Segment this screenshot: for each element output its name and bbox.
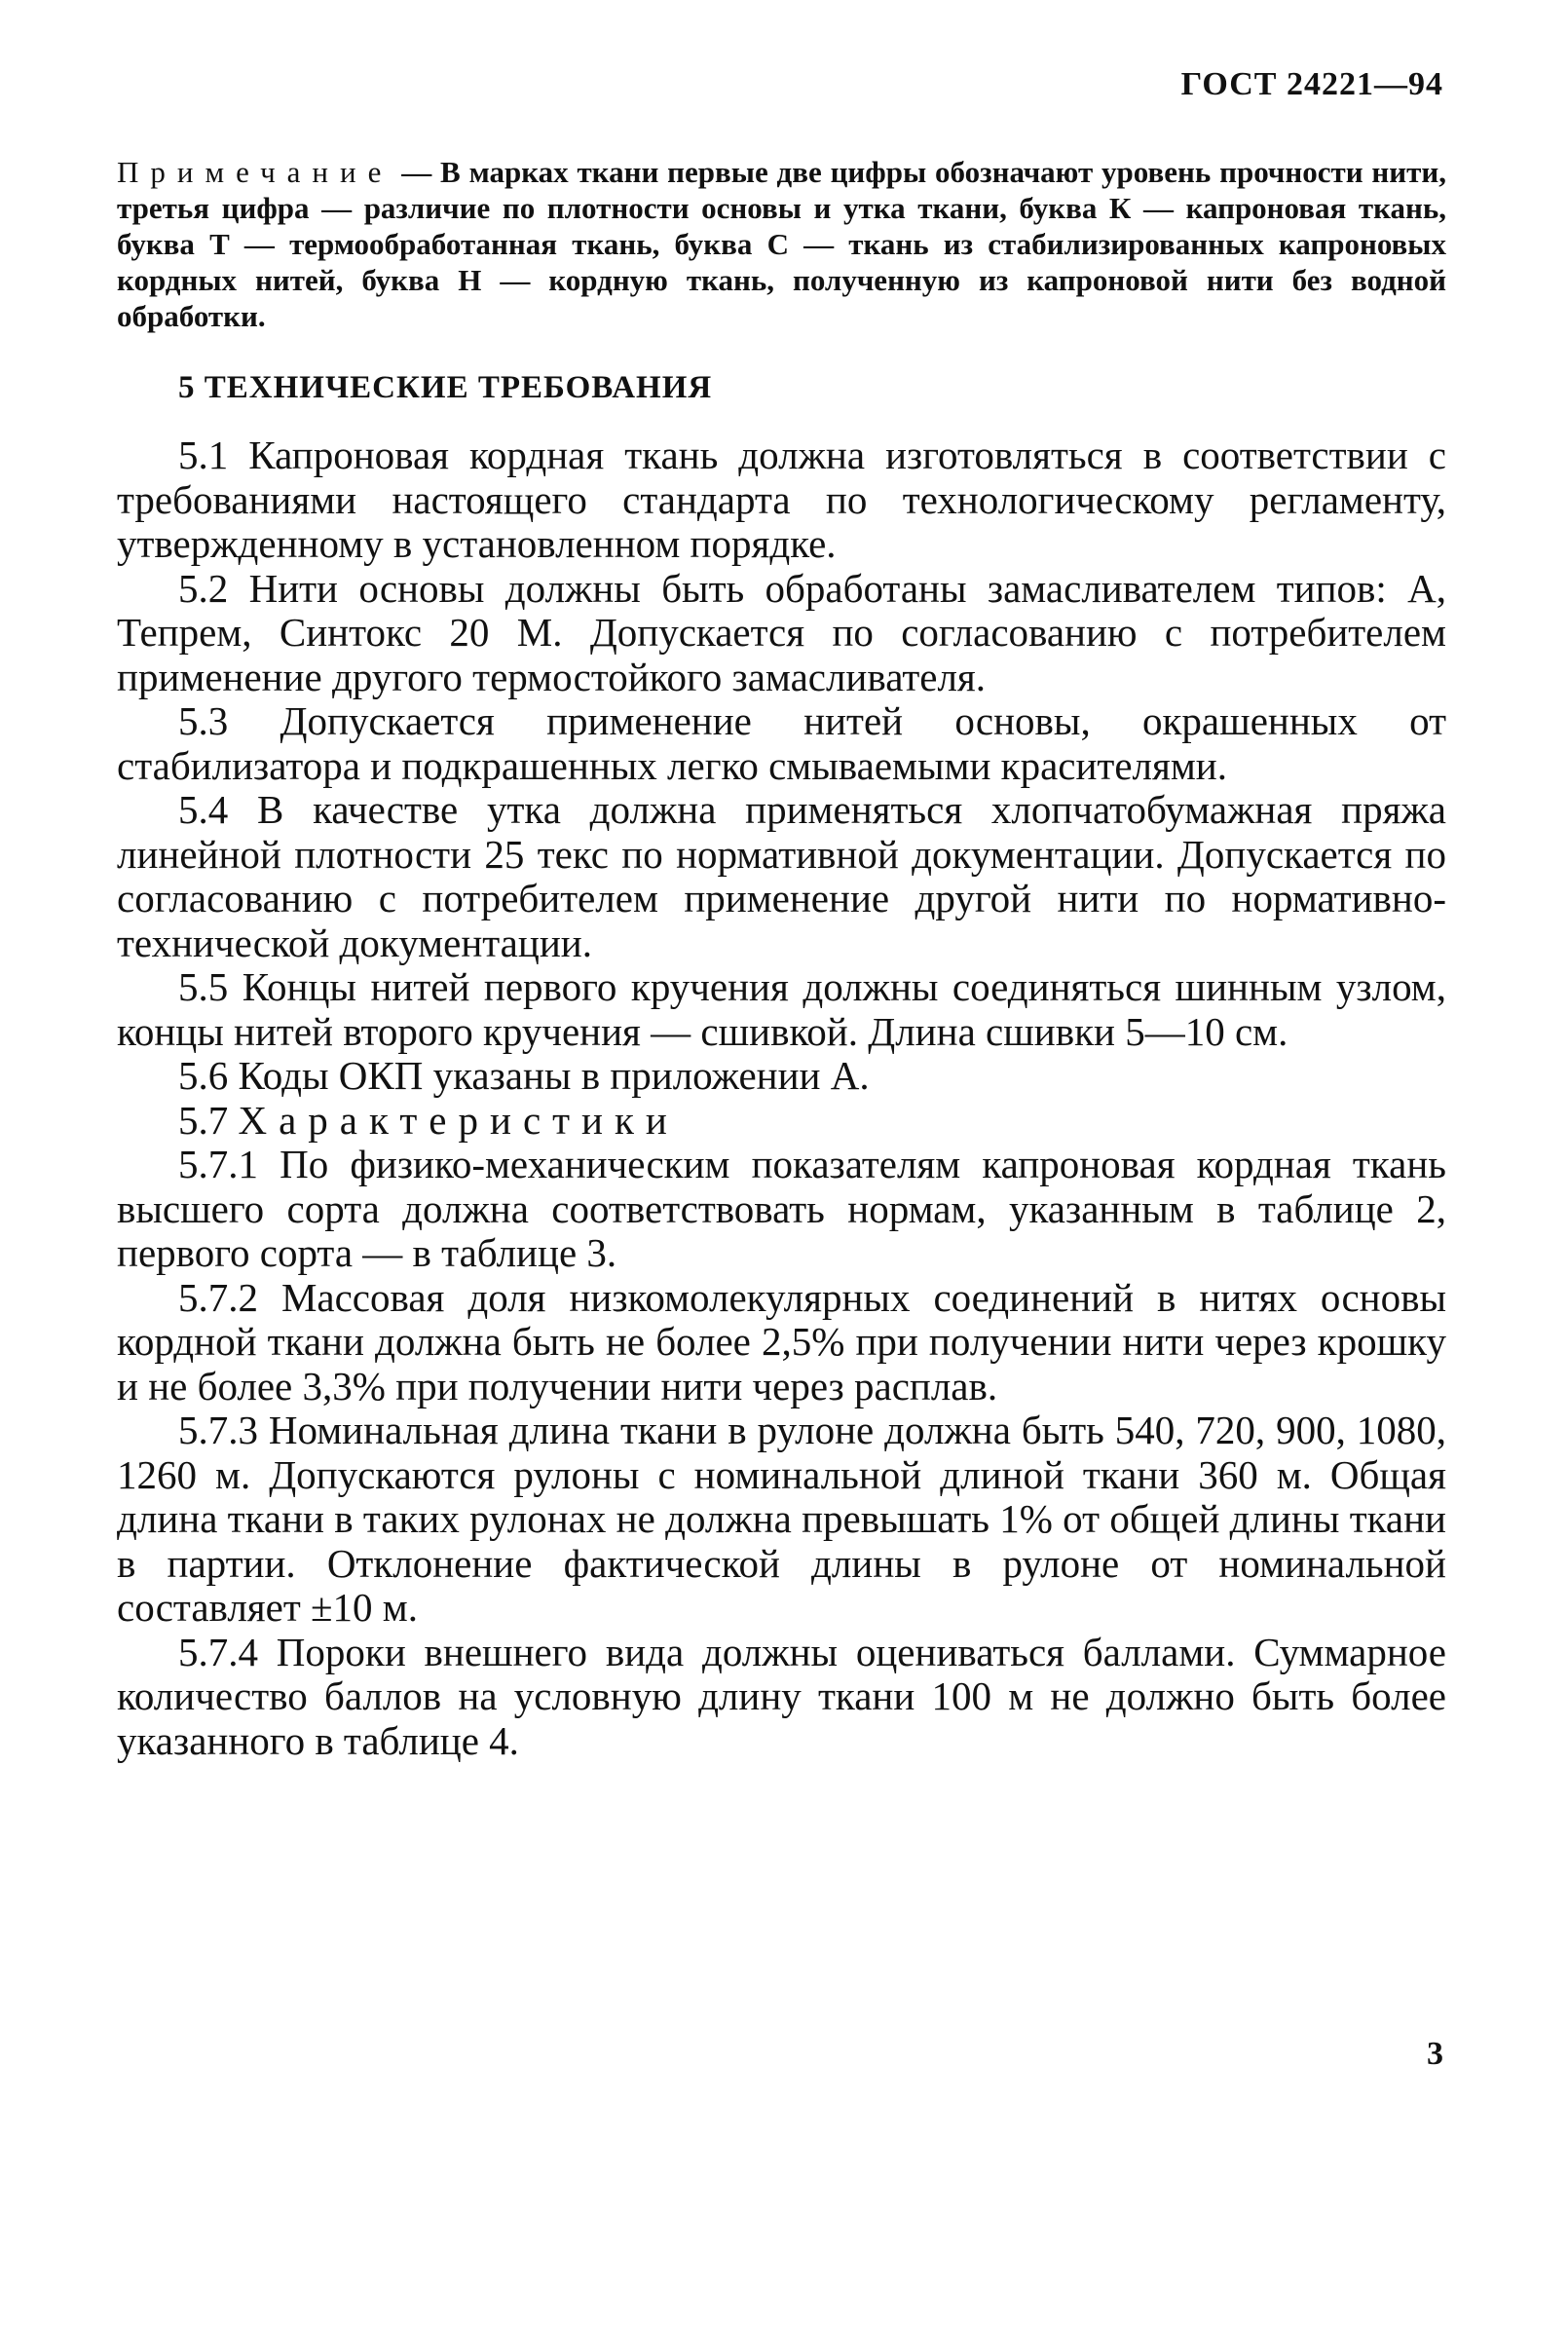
note-block — [117, 154, 1446, 334]
paragraph-5-5: 5.5 Концы нитей первого кручения должны соединяться шинным узлом, концы нитей второго кручения — сшивкой. Длина сшивки 5—10 см. — [117, 964, 1446, 1054]
paragraph-5-7-1: 5.7.1 По физико-механическим показателям капроновая кордная ткань высшего сорта должна соответствовать нормам, указанным в таблице 2, первого сорта — в таблице 3. — [117, 1142, 1446, 1275]
note-lead: Примечание — [117, 155, 393, 189]
paragraph-5-3: 5.3 Допускается применение нитей основы, окрашенных от стабилизатора и подкрашенных легко смываемыми красителями. — [117, 698, 1446, 788]
paragraph-5-7-number: 5.7 — [178, 1097, 239, 1143]
paragraph-5-2: 5.2 Нити основы должны быть обработаны замасливателем типов: А, Тепрем, Синтокс 20 М. Допускается по согласованию с потребителем применение другого термостойкого замасливателя. — [117, 565, 1446, 699]
paragraph-5-6: 5.6 Коды ОКП указаны в приложении А. — [178, 1053, 870, 1098]
note-text: — В марках ткани первые две цифры обозначают уровень прочности нити, третья цифра — различие по плотности основы и утка ткани, буква К — капроновая ткань, буква Т — термообработанная ткань, буква С — ткань из стабилизированных капроновых кордных нитей, буква Н — кордную ткань, полученную из капроновой нити без водной обработки. — [117, 155, 1446, 333]
section-body — [117, 433, 1446, 1763]
section-title: 5 ТЕХНИЧЕСКИЕ ТРЕБОВАНИЯ — [178, 370, 713, 405]
paragraph-5-7-title: Характеристики — [238, 1097, 679, 1143]
document-standard-number: ГОСТ 24221—94 — [1180, 66, 1443, 102]
paragraph-5-7-2: 5.7.2 Массовая доля низкомолекулярных соединений в нитях основы кордной ткани должна быть не более 2,5% при получении нити через крошку и не более 3,3% при получении нити через расплав. — [117, 1274, 1446, 1409]
paragraph-5-1: 5.1 Капроновая кордная ткань должна изготовляться в соответствии с требованиями настоящего стандарта по технологическому регламенту, утвержденному в установленном порядке. — [117, 432, 1446, 566]
paragraph-5-4: 5.4 В качестве утка должна применяться хлопчатобумажная пряжа линейной плотности 25 текс по нормативной документации. Допускается по согласованию с потребителем применение другой нити по нормативно-технической документации. — [117, 787, 1446, 965]
paragraph-5-7-4: 5.7.4 Пороки внешнего вида должны оцениваться баллами. Суммарное количество баллов на условную длину ткани 100 м не должно быть более указанного в таблице 4. — [117, 1629, 1446, 1763]
paragraph-5-7-3: 5.7.3 Номинальная длина ткани в рулоне должна быть 540, 720, 900, 1080, 1260 м. Допускаются рулоны с номинальной длиной ткани 360 м. Общая длина ткани в таких рулонах не должна превышать 1% от общей длины ткани в партии. Отклонение фактической длины в рулоне от номинальной составляет ±10 м. — [117, 1408, 1446, 1630]
page-number: 3 — [1427, 2036, 1443, 2072]
paragraph-5-7 — [117, 1099, 1446, 1144]
